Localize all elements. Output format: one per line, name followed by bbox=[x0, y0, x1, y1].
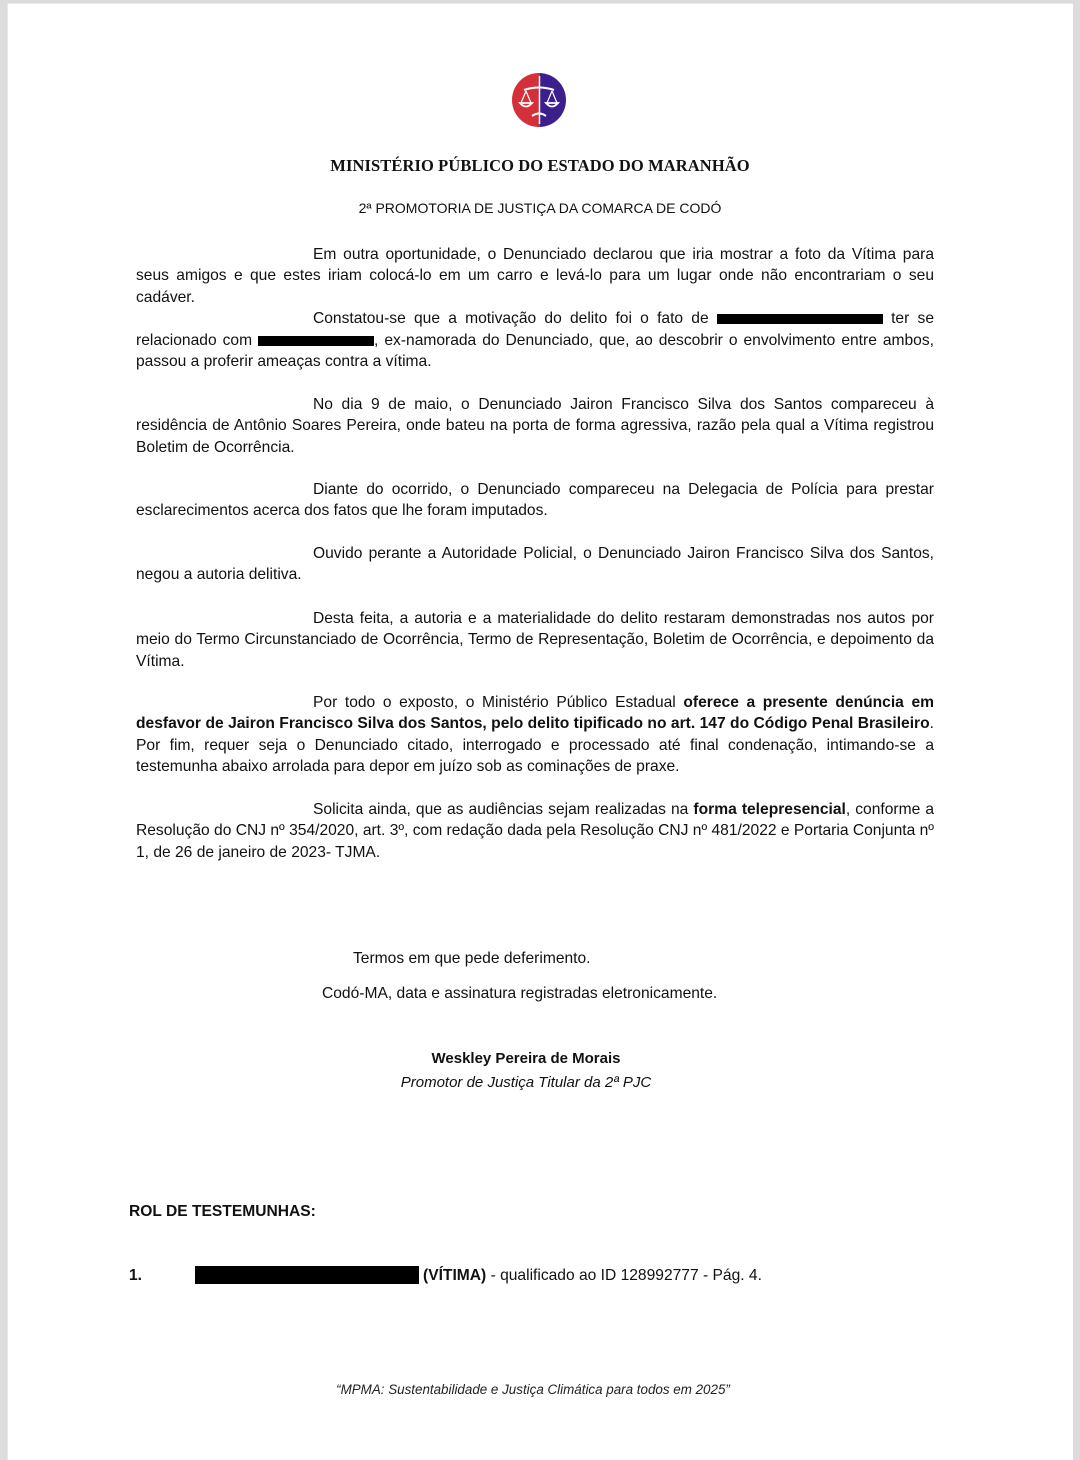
scales-of-justice-icon bbox=[510, 72, 570, 128]
charge-statement: oferece a presente denúncia em desfavor de Jairon Francisco Silva dos Santos, pelo delito tipificado no art. 147 do Código Penal Brasileiro bbox=[136, 694, 934, 733]
closing-request: Termos em que pede deferimento. bbox=[353, 950, 591, 967]
redaction-bar bbox=[195, 1266, 419, 1284]
institution-title: MINISTÉRIO PÚBLICO DO ESTADO DO MARANHÃO bbox=[330, 156, 750, 175]
document-body bbox=[136, 244, 934, 372]
paragraph-text: Diante do ocorrido, o Denunciado compareceu na Delegacia de Polícia para prestar esclarecimentos acerca dos fatos que lhe foram imputados. bbox=[136, 481, 934, 520]
paragraph-evidence bbox=[136, 608, 934, 672]
paragraph-police bbox=[136, 479, 934, 522]
ministerio-publico-logo bbox=[510, 72, 570, 128]
footer-motto: “MPMA: Sustentabilidade e Justiça Climática para todos em 2025” bbox=[336, 1382, 730, 1397]
text-segment: . Por fim, requer seja o Denunciado citado, interrogado e processado até final condenação, intimando-se a testemunha abaixo arrolada para depor em juízo sob as cominações de praxe. bbox=[136, 715, 934, 776]
witness-role: (VÍTIMA) bbox=[423, 1267, 487, 1284]
paragraph-hearing bbox=[136, 799, 934, 863]
text-segment: Constatou-se que a motivação do delito foi o fato de bbox=[313, 310, 717, 328]
witness-number: 1. bbox=[129, 1267, 143, 1284]
paragraph-text bbox=[136, 692, 934, 778]
paragraph-charge bbox=[136, 692, 934, 778]
office-subtitle: 2ª PROMOTORIA DE JUSTIÇA DA COMARCA DE CODÓ bbox=[358, 200, 722, 216]
closing-place: Codó-MA, data e assinatura registradas eletronicamente. bbox=[322, 985, 718, 1002]
signatory-name: Weskley Pereira de Morais bbox=[431, 1050, 621, 1067]
paragraph-text: Desta feita, a autoria e a materialidade do delito restaram demonstradas nos autos por meio do Termo Circunstanciado de Ocorrência, Termo de Representação, Boletim de Ocorrência, e depoimento da Vítima. bbox=[136, 610, 934, 670]
paragraph-denial bbox=[136, 543, 934, 586]
text-segment: Solicita ainda, que as audiências sejam realizadas na bbox=[313, 801, 694, 818]
paragraph-threat: Em outra oportunidade, o Denunciado declarou que iria mostrar a foto da Vítima para seus amigos e que estes iriam colocá-lo em um carro e levá-lo para um lugar onde não encontrariam o seu cadáver. bbox=[136, 246, 934, 306]
redaction-bar bbox=[717, 314, 883, 324]
signatory-role: Promotor de Justiça Titular da 2ª PJC bbox=[400, 1074, 652, 1091]
paragraph-text bbox=[136, 799, 934, 863]
paragraph-motivation bbox=[136, 308, 934, 372]
text-segment: ter se relacionado com bbox=[136, 310, 934, 349]
paragraph-text: Ouvido perante a Autoridade Policial, o Denunciado Jairon Francisco Silva dos Santos, negou a autoria delitiva. bbox=[136, 545, 934, 584]
witness-item bbox=[129, 1266, 929, 1285]
paragraph-visit bbox=[136, 394, 934, 458]
paragraph-text: No dia 9 de maio, o Denunciado Jairon Francisco Silva dos Santos compareceu à residência de Antônio Soares Pereira, onde bateu na porta de forma agressiva, razão pela qual a Vítima registrou Boletim de Ocorrência. bbox=[136, 396, 934, 456]
text-segment: Por todo o exposto, o Ministério Público Estadual bbox=[313, 694, 684, 711]
witness-detail: - qualificado ao ID 128992777 - Pág. 4. bbox=[486, 1267, 762, 1284]
text-segment: , ex-namorada do Denunciado, que, ao descobrir o envolvimento entre ambos, passou a proferir ameaças contra a vítima. bbox=[136, 331, 934, 371]
text-segment: , conforme a Resolução do CNJ nº 354/2020, art. 3º, com redação dada pela Resolução CNJ nº 481/2022 e Portaria Conjunta nº 1, de 26 de janeiro de 2023- TJMA. bbox=[136, 801, 934, 861]
redaction-bar bbox=[258, 336, 374, 346]
witness-list-heading: ROL DE TESTEMUNHAS: bbox=[129, 1203, 316, 1220]
hearing-format: forma telepresencial bbox=[693, 801, 846, 818]
